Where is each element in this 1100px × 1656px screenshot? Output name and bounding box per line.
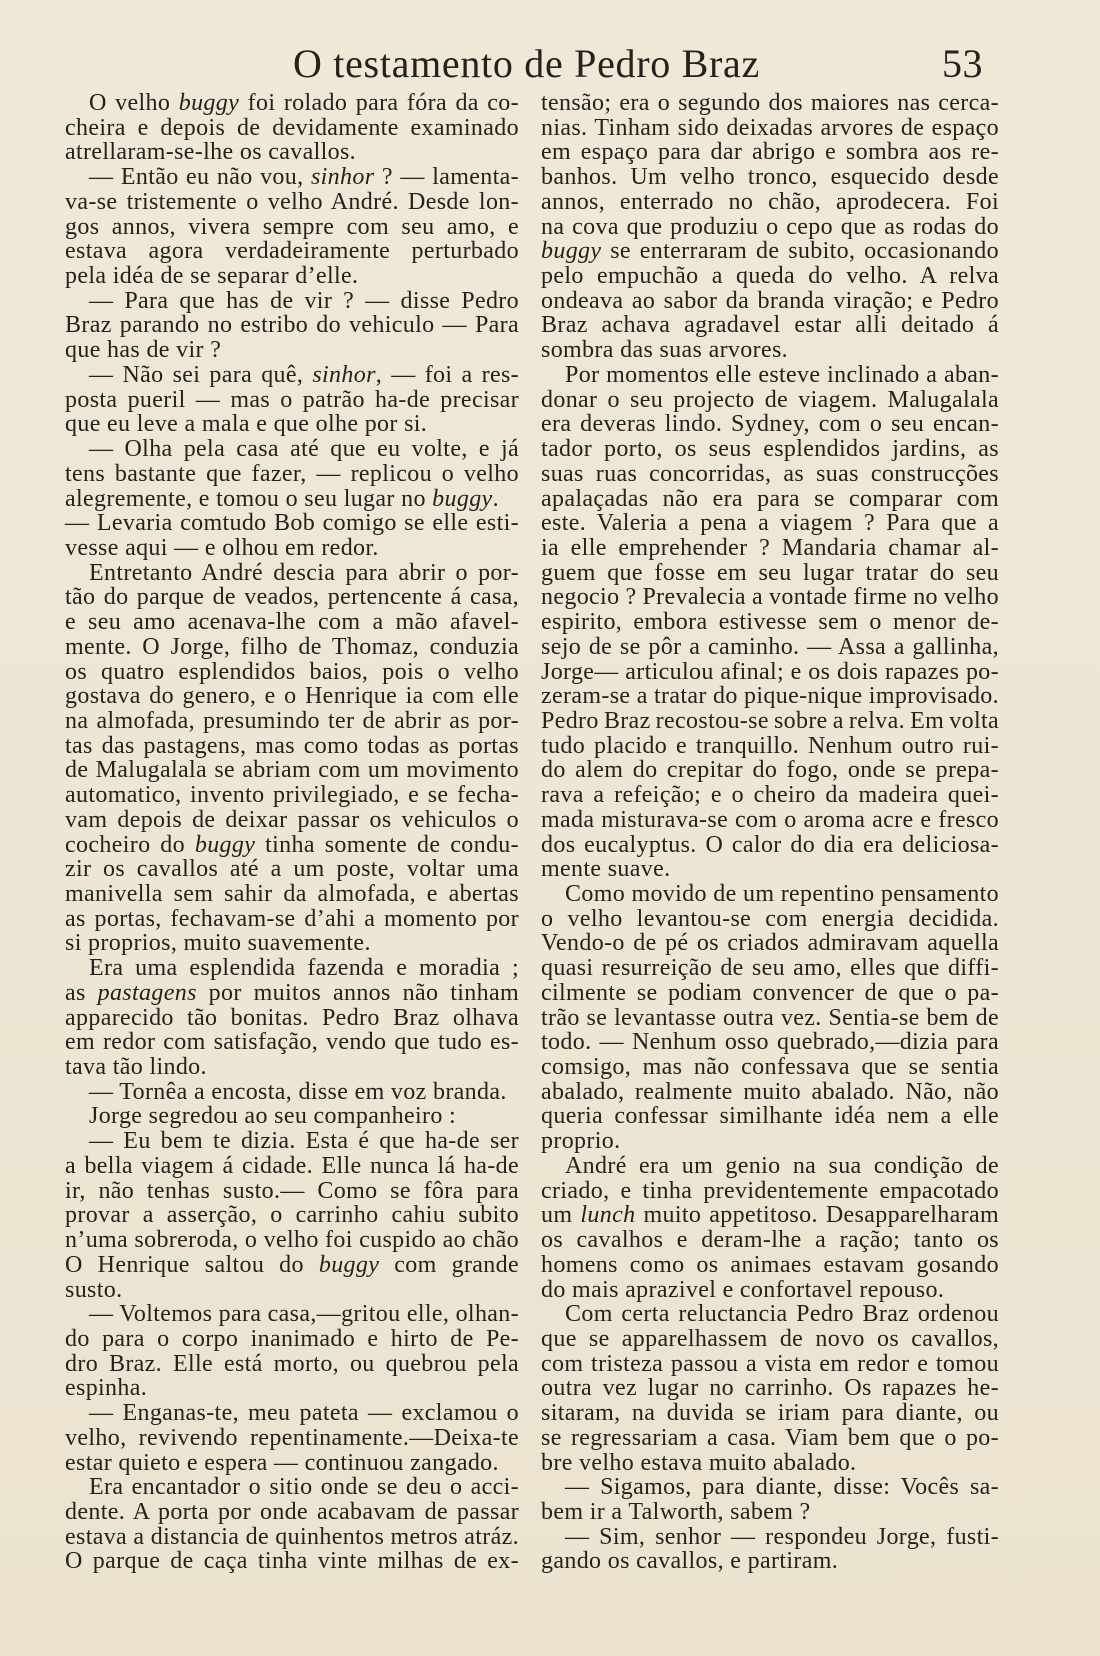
text-line [65, 684, 519, 709]
text-line-content: provar a asserção, o carrinho cahiu subito [65, 1202, 519, 1229]
text-line [65, 734, 519, 759]
text-line-content: dente. A porta por onde acabavam de passar [65, 1498, 519, 1525]
text-line-content: posta pueril — mas o patrão ha-de precisar [65, 386, 519, 413]
text-line [65, 1475, 519, 1500]
text-line [65, 758, 519, 783]
text-line [65, 808, 519, 833]
text-line-content: dro Braz. Elle está morto, ou quebrou pela [65, 1350, 519, 1377]
text-line-content: si proprios, muito suavemente. [65, 930, 371, 957]
text-line [541, 313, 999, 338]
text-line-content: os cavalhos e deram-lhe a ração; tanto os [541, 1227, 999, 1254]
italic-word: buggy [432, 485, 493, 512]
text-line-content: do mais aprazivel e confortavel repouso. [541, 1276, 945, 1303]
text-line-content: em espaço para dar abrigo e sombra aos re- [541, 139, 999, 166]
text-segment: ? — lamenta- [374, 164, 519, 191]
text-line-content: annos, enterrado no chão, aprodecera. Foi [541, 188, 999, 215]
text-line-content: que se apparelhassem de novo os cavallos, [541, 1325, 999, 1352]
text-line-content: cheira e depois de devidamente examinado [65, 114, 519, 141]
text-line [541, 684, 999, 709]
text-line-content: quasi resurreição de seu amo, elles que diffi- [541, 955, 999, 982]
text-line-content: estava a distancia de quinhentos metros atráz. [65, 1523, 519, 1550]
text-line [65, 190, 519, 215]
text-line [541, 808, 999, 833]
text-line-content: criado, e tinha previdentemente empacotado [541, 1177, 999, 1204]
text-line [541, 1129, 999, 1154]
text-line [65, 412, 519, 437]
text-line-content: abalado, realmente muito abalado. Não, não [541, 1078, 999, 1105]
text-line [65, 1549, 519, 1574]
text-line-content: espirito, embora estivesse sem o menor de- [541, 609, 999, 636]
page-number: 53 [942, 41, 983, 86]
text-line [65, 338, 519, 363]
text-line-content: na almofada, presumindo ter de abrir as por- [65, 707, 519, 734]
text-line [65, 1278, 519, 1303]
text-line [541, 956, 999, 981]
text-line [65, 783, 519, 808]
text-line [65, 610, 519, 635]
text-line [541, 1154, 999, 1179]
text-line-content: apparecido tão bonitas. Pedro Braz olhava [65, 1004, 519, 1031]
text-line [541, 857, 999, 882]
text-segment: O Henrique saltou do [65, 1251, 319, 1278]
text-line-content: — Sim, senhor — respondeu Jorge, fusti- [565, 1523, 999, 1550]
text-line-content [541, 1202, 999, 1228]
text-line-content [65, 980, 519, 1006]
text-line-content [89, 164, 519, 190]
text-line-content: mente suave. [541, 856, 671, 883]
text-line-content: Era uma esplendida fazenda e moradia ; [89, 955, 519, 982]
text-line-content [89, 362, 519, 388]
text-line-content: comsigo, mas não confessava que se sentia [541, 1054, 999, 1081]
text-line-content [65, 486, 499, 512]
text-line [541, 907, 999, 932]
text-line [65, 1104, 519, 1129]
text-segment: — Não sei para quê, [89, 361, 313, 388]
text-line [65, 931, 519, 956]
paragraph [541, 1154, 999, 1302]
text-line-content: que has de vir ? [65, 337, 222, 364]
text-line-content: todo. — Nenhum osso quebrado,—dizia para [541, 1029, 999, 1056]
text-line-content: tava tão lindo. [65, 1054, 207, 1081]
text-line [541, 758, 999, 783]
text-line-content: nias. Tinham sido deixadas arvores de espaço [541, 114, 999, 141]
text-line-content: susto. [65, 1276, 123, 1303]
text-line-content [89, 90, 519, 116]
text-line [65, 833, 519, 858]
text-line [541, 1500, 999, 1525]
text-line [65, 1253, 519, 1278]
text-line [65, 1302, 519, 1327]
text-line-content: na cova que produziu o cepo que as rodas do [541, 213, 999, 240]
text-line [65, 264, 519, 289]
text-line-content: Braz achava agradavel estar alli deitado á [541, 312, 999, 339]
text-line-content: do para o corpo inanimado e hirto de Pe- [65, 1325, 519, 1352]
text-line-content: pelo empuchão a queda do velho. A relva [541, 263, 999, 290]
text-line [65, 1352, 519, 1377]
text-line [541, 1203, 999, 1228]
text-line [65, 857, 519, 882]
text-line-content: O parque de caça tinha vinte milhas de ex- [65, 1548, 519, 1575]
text-line [541, 734, 999, 759]
text-line-content: em redor com satisfação, vendo que tudo es- [65, 1029, 519, 1056]
text-line-content: cilmente se podiam convencer de que o pa- [541, 979, 999, 1006]
text-line-content: sombra das suas arvores. [541, 337, 789, 364]
text-line [541, 709, 999, 734]
text-line-content: de Malugalala se abriam com um movimento [65, 757, 519, 784]
paragraph [65, 289, 519, 363]
text-segment: — Então eu não vou, [89, 164, 311, 191]
text-line-content: gando os cavallos, e partiram. [541, 1548, 839, 1575]
text-line-content: ir, não tenhas susto.— Como se fôra para [65, 1177, 519, 1204]
text-line [541, 412, 999, 437]
paragraph [65, 561, 519, 957]
text-line [65, 1179, 519, 1204]
text-line [65, 462, 519, 487]
text-line-content: Era encantador o sitio onde se deu o acci- [89, 1474, 519, 1501]
text-line-content: André era um genio na sua condição de [565, 1152, 999, 1179]
text-line-content: — Enganas-te, meu pateta — exclamou o [89, 1400, 519, 1427]
text-line [65, 561, 519, 586]
text-column-right [541, 91, 999, 1574]
text-line [541, 1451, 999, 1476]
text-line [541, 635, 999, 660]
text-line [541, 1104, 999, 1129]
text-line-content: bre velho estava muito abalado. [541, 1449, 857, 1476]
text-line-content: guem que fosse em seu lugar tratar do seu [541, 559, 999, 586]
text-segment: O velho [89, 90, 179, 116]
text-line-content: gos annos, vivera sempre com seu amo, e [65, 213, 519, 240]
text-line [65, 709, 519, 734]
text-line [541, 1253, 999, 1278]
text-line-content: este. Valeria a pena a viagem ? Para que a [541, 510, 999, 537]
text-line [541, 1055, 999, 1080]
text-line-content: estava agora verdadeiramente perturbado [65, 238, 519, 265]
text-segment: por muitos annos não tinham [196, 979, 520, 1006]
text-line-content: — Para que has de vir ? — disse Pedro [89, 287, 519, 314]
text-line-content: tens bastante que fazer, — replicou o velho [65, 460, 519, 487]
text-line [65, 1030, 519, 1055]
text-line-content: Como movido de um repentino pensamento [565, 881, 999, 907]
text-line-content: pela idéa de se separar d’elle. [65, 263, 359, 290]
text-line-content: queria confessar similhante idéa nem a elle [541, 1103, 999, 1130]
text-line [541, 437, 999, 462]
text-line [65, 1426, 519, 1451]
text-line-content: va-se tristemente o velho André. Desde lon- [65, 188, 519, 215]
text-line [541, 239, 999, 264]
text-line [541, 338, 999, 363]
text-line [541, 1080, 999, 1105]
text-line-content: homens como os animaes estavam gosando [541, 1251, 999, 1278]
text-line [541, 1426, 999, 1451]
text-segment: muito appetitoso. Desapparelharam [635, 1202, 999, 1229]
text-line-content: atrellaram-se-lhe os cavallos. [65, 139, 357, 166]
text-line [65, 1055, 519, 1080]
text-line-content: negocio ? Prevalecia a vontade firme no velho [541, 584, 999, 611]
text-line [65, 981, 519, 1006]
text-line [541, 1228, 999, 1253]
text-segment: , — foi a res- [375, 361, 519, 388]
text-line [65, 363, 519, 388]
text-line [541, 1525, 999, 1550]
text-line [65, 1228, 519, 1253]
text-line [65, 956, 519, 981]
text-line [65, 215, 519, 240]
paragraph [65, 165, 519, 289]
text-line-content: se regressariam a casa. Viam bem que o po- [541, 1424, 999, 1451]
text-segment: um [541, 1202, 581, 1229]
text-line-content: donar o seu projecto de viagem. Malugalala [541, 386, 999, 413]
text-line [65, 1129, 519, 1154]
text-line [541, 882, 999, 907]
italic-word: pastagens [97, 979, 197, 1006]
text-line-content: — Voltemos para casa,—gritou elle, olhan- [89, 1301, 519, 1328]
text-segment: alegremente, e tomou o seu lugar no [65, 485, 433, 512]
text-line-content: o velho levantou-se com energia decidida. [541, 905, 999, 932]
text-line [541, 1302, 999, 1327]
text-line-content: era deveras lindo. Sydney, com o seu encan- [541, 411, 999, 438]
text-line-content: apalaçadas não era para se comparar com [541, 485, 999, 512]
text-line [541, 363, 999, 388]
text-line [65, 882, 519, 907]
text-line [541, 215, 999, 240]
text-line [541, 1549, 999, 1574]
text-line [65, 1451, 519, 1476]
text-line-content: ia elle emprehender ? Mandaria chamar al- [541, 534, 999, 561]
paragraph [65, 1080, 519, 1105]
text-line-content: outra vez lugar no carrinho. Os rapazes he- [541, 1375, 999, 1402]
text-line-content: proprio. [541, 1128, 621, 1155]
text-line-content: estar quieto e espera — continuou zangado. [65, 1449, 499, 1476]
text-line [65, 1327, 519, 1352]
text-line-content: tas das pastagens, mas como todas as portas [65, 732, 519, 759]
text-line [65, 536, 519, 561]
text-line-content: gostava do genero, e o Henrique ia com elle [65, 683, 519, 710]
text-line [541, 1278, 999, 1303]
text-line-content: automatico, invento privilegiado, e se fecha- [65, 782, 519, 809]
text-line [541, 610, 999, 635]
text-line-content: tensão; era o segundo dos maiores nas cerca- [541, 90, 999, 116]
text-line-content: espinha. [65, 1375, 148, 1402]
text-line-content [65, 1252, 519, 1278]
text-line [65, 437, 519, 462]
text-line-content: Jorge segredou ao seu companheiro : [89, 1103, 457, 1130]
text-line [541, 511, 999, 536]
text-line-content: bem ir a Talworth, sabem ? [541, 1498, 811, 1525]
text-line-content: e seu amo acenava-lhe com a mão afavel- [65, 609, 519, 636]
text-line [541, 388, 999, 413]
text-line [65, 1203, 519, 1228]
paragraph [65, 1104, 519, 1129]
text-line [541, 1475, 999, 1500]
paragraph [541, 1525, 999, 1574]
text-line-content: sejo de se pôr a caminho. — Assa a gallinha, [541, 633, 999, 660]
text-line [541, 660, 999, 685]
text-line [541, 165, 999, 190]
text-line-content: mada misturava-se com o aroma acre e fresco [541, 806, 999, 833]
text-line-content: velho, revivendo repentinamente.—Deixa-te [65, 1424, 519, 1451]
text-line [541, 462, 999, 487]
text-segment: cocheiro do [65, 831, 195, 858]
paragraph [541, 363, 999, 882]
text-line [541, 561, 999, 586]
text-line-content: Vendo-o de pé os criados admiravam aquella [541, 930, 999, 957]
text-line-content: banhos. Um velho tronco, esquecido desde [541, 164, 999, 191]
text-line [541, 264, 999, 289]
text-line-content: tudo placido e tranquillo. Nenhum outro rui- [541, 732, 999, 759]
text-line-content: dos eucalyptus. O calor do dia era deliciosa- [541, 831, 999, 858]
text-line-content: — Tornêa a encosta, disse em voz branda. [89, 1078, 507, 1105]
text-line [65, 511, 519, 536]
paragraph [541, 1475, 999, 1524]
text-line-content: Entretanto André descia para abrir o por- [89, 559, 519, 586]
text-line-content: manivella sem sahir da almofada, e abertas [65, 881, 519, 907]
text-line-content: as portas, fechavam-se d’ahi a momento por [65, 905, 519, 932]
italic-word: buggy [178, 90, 240, 116]
paragraph [65, 956, 519, 1080]
text-line-content: sitaram, na duvida se iriam para diante, ou [541, 1400, 999, 1427]
text-line [541, 585, 999, 610]
text-line [541, 487, 999, 512]
text-column-left [65, 91, 519, 1574]
text-line [65, 660, 519, 685]
text-segment: . [492, 485, 499, 512]
text-line [541, 931, 999, 956]
text-line [541, 1352, 999, 1377]
text-line-content: os quatro esplendidos baios, pois o velho [65, 658, 519, 685]
text-line-content: Por momentos elle esteve inclinado a aban- [565, 361, 999, 388]
paragraph [65, 1302, 519, 1401]
text-line-content: Jorge— articulou afinal; e os dois rapazes po- [541, 658, 999, 685]
text-line [65, 1401, 519, 1426]
text-line [541, 1376, 999, 1401]
italic-word: buggy [194, 831, 256, 858]
text-line-content: mente. O Jorge, filho de Thomaz, conduzia [65, 633, 519, 660]
text-line-content: zeram-se a tratar do pique-nique improvisado. [541, 683, 999, 710]
text-segment: tinha somente de condu- [255, 831, 519, 858]
text-line [65, 239, 519, 264]
text-line-content: Com certa reluctancia Pedro Braz ordenou [565, 1301, 999, 1328]
text-line [541, 833, 999, 858]
text-line-content: tador porto, os seus esplendidos jardins, as [541, 436, 999, 463]
text-line [541, 981, 999, 1006]
italic-word: lunch [580, 1202, 636, 1229]
text-line [65, 165, 519, 190]
text-line-content: do alem do crepitar do fogo, onde se prepa- [541, 757, 999, 784]
text-line [541, 190, 999, 215]
text-line [541, 1179, 999, 1204]
text-line [541, 1401, 999, 1426]
italic-word: sinhor [310, 164, 375, 191]
text-line [65, 1006, 519, 1031]
text-line [65, 116, 519, 141]
text-line [541, 536, 999, 561]
paragraph [65, 1401, 519, 1475]
text-line [541, 1006, 999, 1031]
paragraph [65, 511, 519, 560]
text-line-content: — Sigamos, para diante, disse: Vocês sa- [565, 1474, 999, 1501]
text-line-content: ondeava ao sabor da branda viração; e Pedro [541, 287, 999, 314]
text-line [541, 91, 999, 116]
text-line-content: — Levaria comtudo Bob comigo se elle esti- [65, 510, 519, 537]
text-line-content [65, 832, 519, 858]
text-line-content: zir os cavallos até a um poste, voltar uma [65, 856, 519, 883]
text-line [65, 388, 519, 413]
paragraph [65, 437, 519, 511]
text-line-content: Pedro Braz recostou-se sobre a relva. Em volta [541, 707, 999, 734]
text-line-content: — Olha pela casa até que eu volte, e já [89, 436, 519, 463]
paragraph [65, 363, 519, 437]
text-line-content: que eu leve a mala e que olhe por si. [65, 411, 428, 438]
text-line [65, 1154, 519, 1179]
text-line [541, 140, 999, 165]
text-segment: foi rolado para fóra da co- [239, 90, 519, 116]
text-line-content: vam depois de deixar passar os vehiculos o [65, 806, 519, 833]
text-line-content: n’uma sobreroda, o velho foi cuspido ao chão [65, 1227, 519, 1254]
text-line [541, 1030, 999, 1055]
text-line-content: vesse aqui — e olhou em redor. [65, 534, 379, 561]
text-segment: com grande [379, 1251, 520, 1278]
text-line [65, 1500, 519, 1525]
text-line-content: a bella viagem á cidade. Elle nunca lá ha-de [65, 1152, 519, 1179]
text-line [541, 1327, 999, 1352]
text-line [541, 116, 999, 141]
text-line [65, 585, 519, 610]
text-line-content: suas ruas concorridas, as suas construcções [541, 460, 999, 487]
paragraph [65, 1475, 519, 1574]
paragraph [65, 91, 519, 165]
text-line [65, 1525, 519, 1550]
text-line [65, 313, 519, 338]
text-line [65, 907, 519, 932]
text-segment: as [65, 979, 98, 1006]
paragraph [65, 1129, 519, 1302]
text-line-content: com tristeza passou a vista em redor e tomou [541, 1350, 999, 1377]
text-line [65, 487, 519, 512]
text-line [541, 783, 999, 808]
paragraph [541, 91, 999, 363]
text-line-content: Braz parando no estribo do vehiculo — Para [65, 312, 519, 339]
text-line-content: — Eu bem te dizia. Esta é que ha-de ser [89, 1128, 519, 1155]
text-line-content: trão se levantasse outra vez. Sentia-se bem de [541, 1004, 999, 1031]
text-line [541, 289, 999, 314]
text-line-content: rava a refeição; e o cheiro da madeira quei- [541, 782, 999, 809]
text-line [65, 635, 519, 660]
text-line-content: tão do parque de veados, pertencente á casa, [65, 584, 519, 611]
text-line-content [541, 238, 999, 264]
text-line [65, 140, 519, 165]
text-line [65, 1376, 519, 1401]
running-head-title: O testamento de Pedro Braz [293, 41, 760, 86]
paragraph [541, 882, 999, 1154]
text-line [65, 1080, 519, 1105]
italic-word: sinhor [312, 361, 376, 388]
paragraph [541, 1302, 999, 1475]
text-line [65, 91, 519, 116]
text-line [65, 289, 519, 314]
italic-word: buggy [318, 1251, 380, 1278]
italic-word: buggy [541, 238, 602, 265]
text-segment: se enterraram de subito, occasionando [601, 238, 999, 265]
